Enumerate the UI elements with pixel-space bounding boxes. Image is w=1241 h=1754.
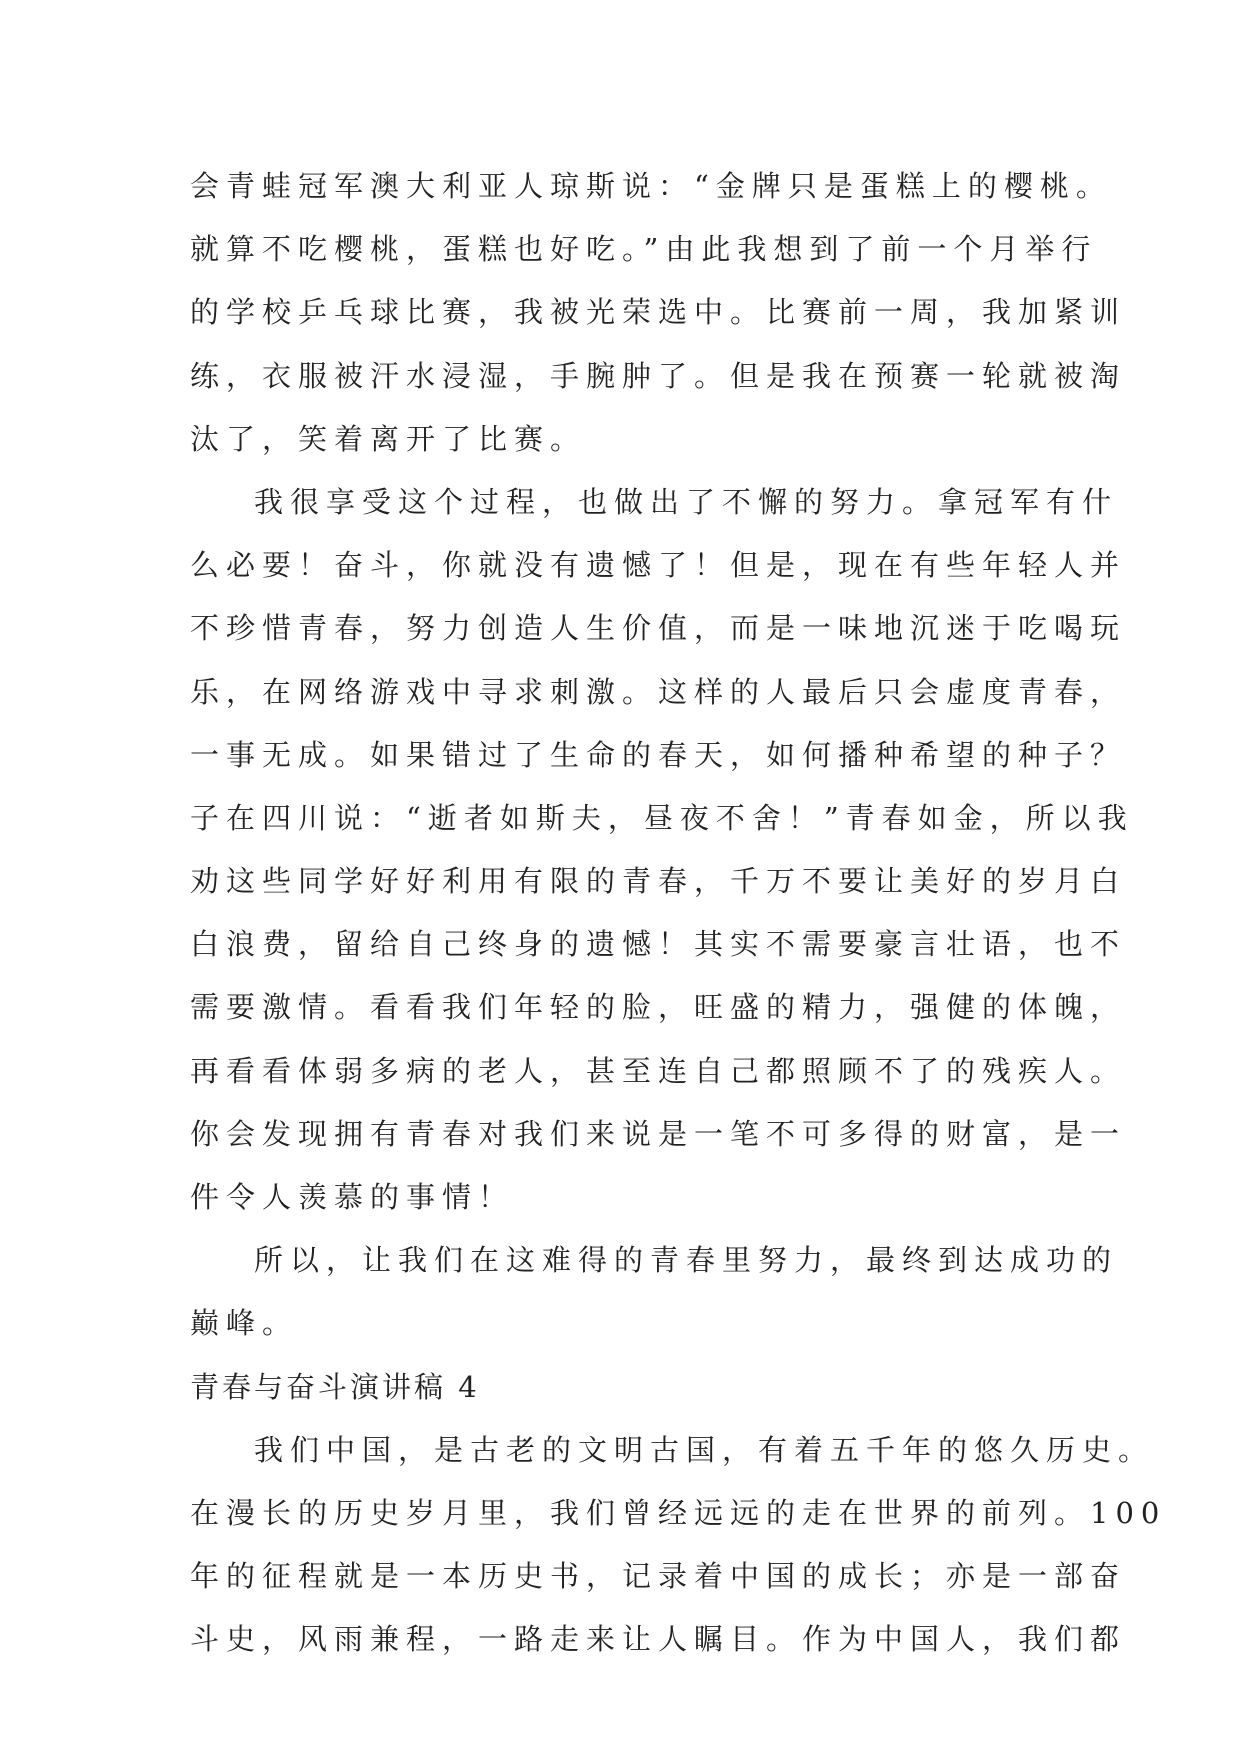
text-line: 练，衣服被汗水浸湿，手腕肿了。但是我在预赛一轮就被淘: [190, 358, 1127, 393]
text-line: 件令人羡慕的事情！: [190, 1180, 515, 1214]
section-heading: 青春与奋斗演讲稿 4: [190, 1369, 480, 1404]
text-line: 斗史，风雨兼程，一路走来让人瞩目。作为中国人，我们都: [190, 1622, 1127, 1657]
text-line: 一事无成。如果错过了生命的春天，如何播种希望的种子？: [190, 737, 1127, 772]
text-line: 劝这些同学好好利用有限的青春，千万不要让美好的岁月白: [190, 864, 1127, 899]
paragraph-first-line: 我很享受这个过程，也做出了不懈的努力。拿冠军有什: [254, 484, 1119, 519]
text-line: 汰了，笑着离开了比赛。: [190, 421, 587, 456]
text-line: 巅峰。: [190, 1306, 299, 1341]
text-line: 再看看体弱多病的老人，甚至连自己都照顾不了的残疾人。: [190, 1053, 1127, 1088]
text-line: 不珍惜青春，努力创造人生价值，而是一味地沉迷于吃喝玩: [190, 611, 1127, 646]
text-line: 会青蛙冠军澳大利亚人琼斯说：“金牌只是蛋糕上的樱桃。: [190, 169, 1112, 203]
text-line: 在漫长的历史岁月里，我们曾经远远的走在世界的前列。100: [190, 1495, 1167, 1530]
text-line: 就算不吃樱桃，蛋糕也好吃。”由此我想到了前一个月举行: [190, 232, 1098, 267]
text-line: 白浪费，留给自己终身的遗憾！其实不需要豪言壮语，也不: [190, 927, 1127, 962]
text-line: 乐，在网络游戏中寻求刺激。这样的人最后只会虚度青春，: [190, 674, 1127, 709]
text-line: 么必要！奋斗，你就没有遗憾了！但是，现在有些年轻人并: [190, 548, 1127, 583]
text-line: 年的征程就是一本历史书，记录着中国的成长；亦是一部奋: [190, 1559, 1127, 1594]
document-body: [190, 155, 1167, 1672]
text-line: 的学校乒乓球比赛，我被光荣选中。比赛前一周，我加紧训: [190, 295, 1127, 330]
text-line: 需要激情。看看我们年轻的脸，旺盛的精力，强健的体魄，: [190, 990, 1127, 1025]
text-line: 你会发现拥有青春对我们来说是一笔不可多得的财富，是一: [190, 1116, 1127, 1151]
paragraph-first-line: 我们中国，是古老的文明古国，有着五千年的悠久历史。: [254, 1432, 1155, 1467]
paragraph-first-line: 所以，让我们在这难得的青春里努力，最终到达成功的: [254, 1243, 1119, 1278]
text-line: 子在四川说：“逝者如斯夫，昼夜不舍！”青春如金，所以我: [190, 800, 1134, 835]
